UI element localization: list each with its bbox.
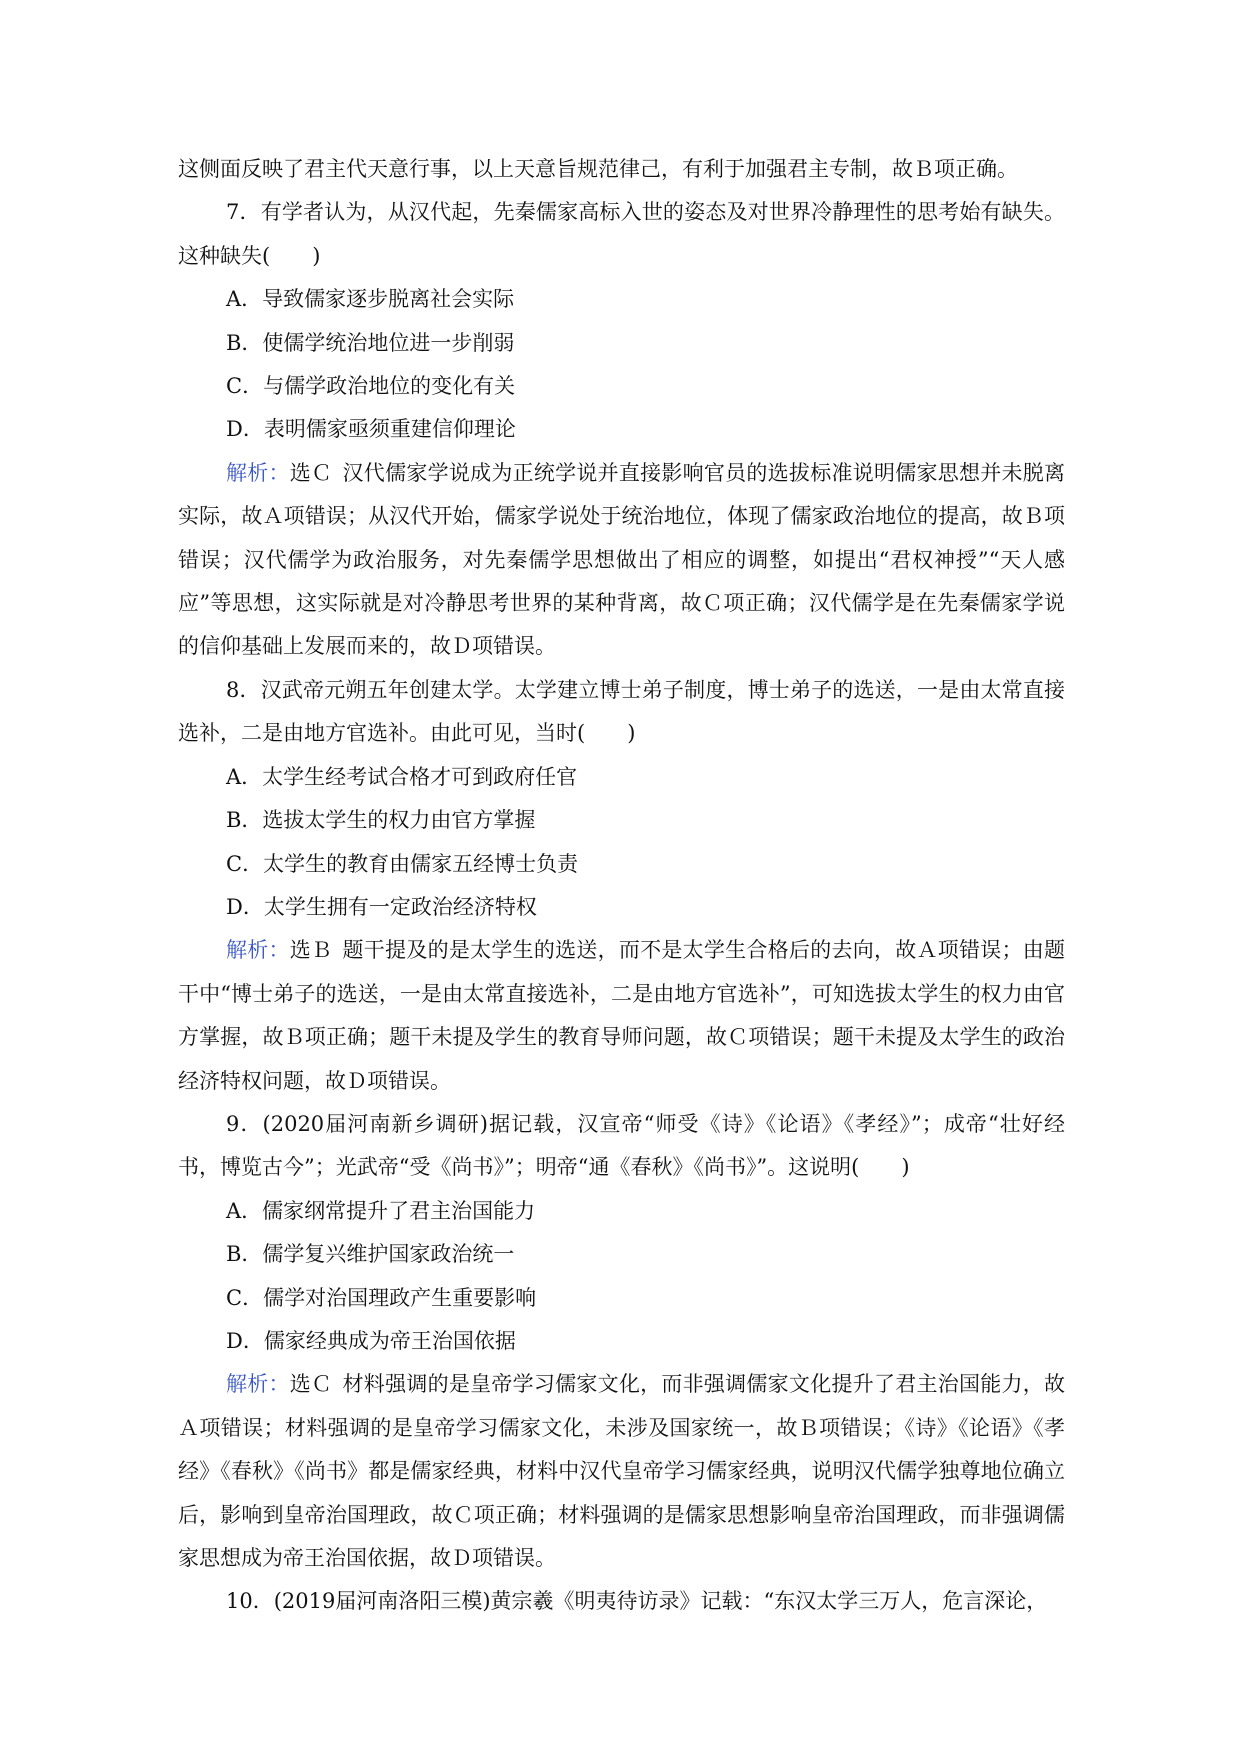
option-b: B．选拔太学生的权力由官方掌握 <box>226 808 536 833</box>
question-stem: 9．(2020届河南新乡调研)据记载，汉宣帝“师受《诗》《论语》《孝经》”；成帝“壮好经书，博览古今”；光武帝“受《尚书》”；明帝“通《春秋》《尚书》”。这说明( ) <box>178 1111 1065 1180</box>
question-8 <box>178 669 1065 1103</box>
question-stem: 10．(2019届河南洛阳三模)黄宗羲《明夷待访录》记载：“东汉太学三万人，危言深论， <box>226 1589 1048 1614</box>
page-content <box>178 148 1065 1624</box>
question-9 <box>178 1103 1065 1580</box>
analysis-label: 解析： <box>226 938 290 963</box>
option-b: B．儒学复兴维护国家政治统一 <box>226 1242 515 1267</box>
analysis-answer: 选Ｃ <box>289 460 333 485</box>
option-b: B．使儒学统治地位进一步削弱 <box>226 330 515 355</box>
option-a: A．儒家纲常提升了君主治国能力 <box>226 1198 536 1223</box>
option-a: A．太学生经考试合格才可到政府任官 <box>226 764 578 789</box>
analysis-paragraph <box>178 452 1065 669</box>
option-c: C．儒学对治国理政产生重要影响 <box>226 1285 537 1310</box>
analysis-label: 解析： <box>226 460 290 485</box>
option-d: D．表明儒家亟须重建信仰理论 <box>226 417 516 442</box>
question-7 <box>178 191 1065 668</box>
analysis-answer: 选Ｂ <box>289 938 333 963</box>
question-10 <box>178 1580 1065 1623</box>
analysis-answer: 选Ｃ <box>289 1372 333 1397</box>
analysis-explanation: 题干提及的是太学生的选送，而不是太学生合格后的去向，故Ａ项错误；由题干中“博士弟子的选送，一是由太常直接选补，二是由地方官选补”，可知选拔太学生的权力由官方掌握，故Ｂ项正确；题干未提及学生的教育导师问题，故Ｃ项错误；题干未提及太学生的政治经济特权问题，故Ｄ项错误。 <box>178 938 1066 1093</box>
option-c: C．与儒学政治地位的变化有关 <box>226 374 516 399</box>
analysis-explanation: 汉代儒家学说成为正统学说并直接影响官员的选拔标准说明儒家思想并未脱离实际，故Ａ项错误；从汉代开始，儒家学说处于统治地位，体现了儒家政治地位的提高，故Ｂ项错误；汉代儒学为政治服务，对先秦儒学思想做出了相应的调整，如提出“君权神授”“天人感应”等思想，这实际就是对冷静思考世界的某种背离，故Ｃ项正确；汉代儒学是在先秦儒家学说的信仰基础上发展而来的，故Ｄ项错误。 <box>178 460 1066 659</box>
question-stem: 7．有学者认为，从汉代起，先秦儒家高标入世的姿态及对世界冷静理性的思考始有缺失。这种缺失( ) <box>178 200 1065 268</box>
question-stem: 8．汉武帝元朔五年创建太学。太学建立博士弟子制度，博士弟子的选送，一是由太常直接选补，二是由地方官选补。由此可见，当时( ) <box>178 677 1065 746</box>
option-c: C．太学生的教育由儒家五经博士负责 <box>226 851 579 876</box>
option-d: D．太学生拥有一定政治经济特权 <box>226 894 537 919</box>
analysis-explanation: 材料强调的是皇帝学习儒家文化，而非强调儒家文化提升了君主治国能力，故Ａ项错误；材料强调的是皇帝学习儒家文化，未涉及国家统一，故Ｂ项错误；《诗》《论语》《孝经》《春秋》《尚书》都是儒家经典，材料中汉代皇帝学习儒家经典，说明汉代儒学独尊地位确立后，影响到皇帝治国理政，故Ｃ项正确；材料强调的是儒家思想影响皇帝治国理政，而非强调儒家思想成为帝王治国依据，故Ｄ项错误。 <box>178 1372 1066 1570</box>
analysis-paragraph <box>178 929 1065 1103</box>
continued-explanation-line: 这侧面反映了君主代天意行事，以上天意旨规范律己，有利于加强君主专制，故Ｂ项正确。 <box>178 157 1018 181</box>
analysis-label: 解析： <box>226 1372 290 1397</box>
option-a: A．导致儒家逐步脱离社会实际 <box>226 287 515 312</box>
analysis-paragraph <box>178 1363 1065 1580</box>
option-d: D．儒家经典成为帝王治国依据 <box>226 1328 516 1353</box>
